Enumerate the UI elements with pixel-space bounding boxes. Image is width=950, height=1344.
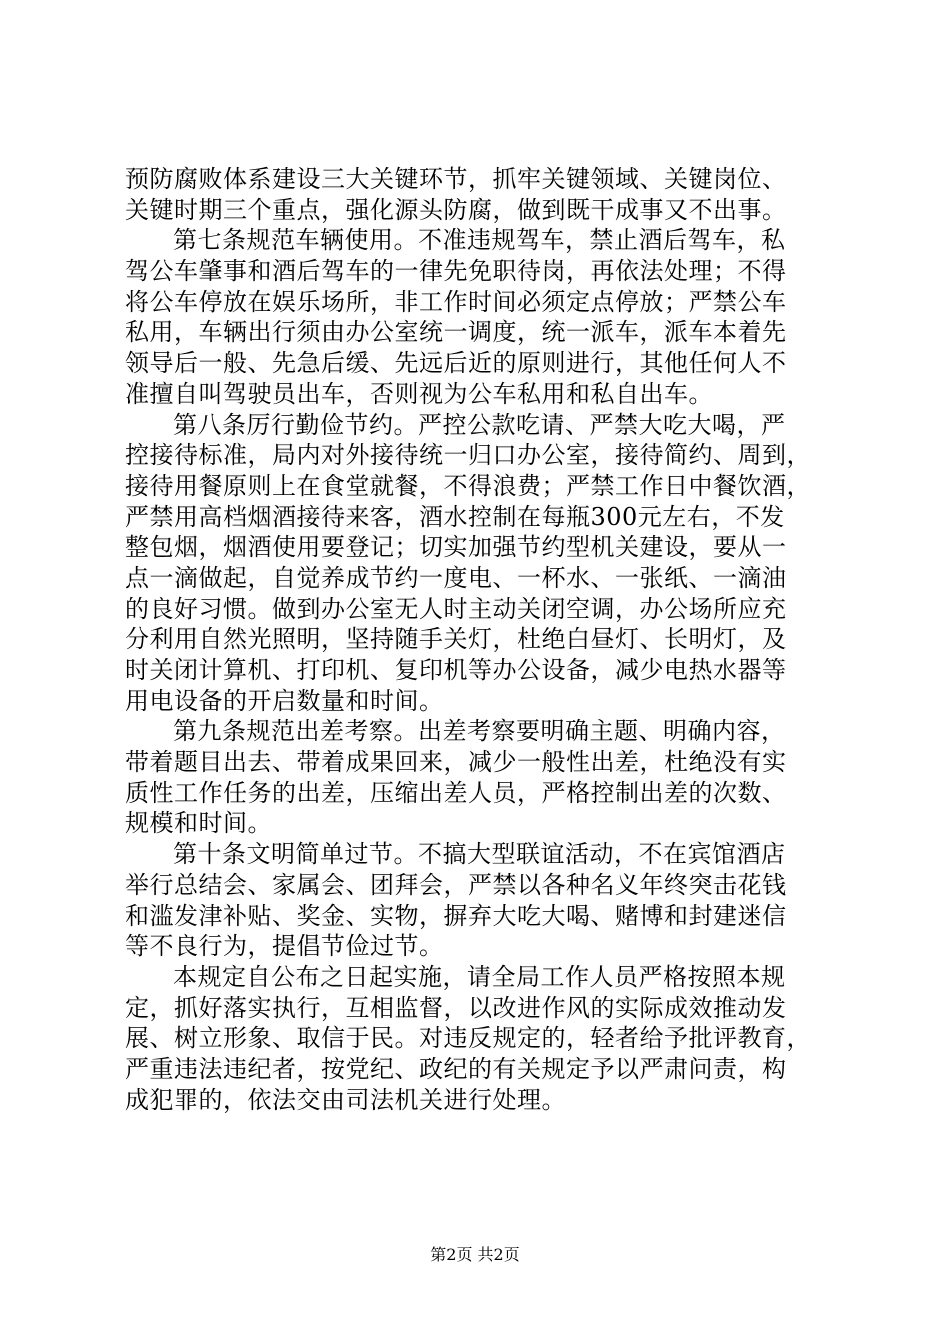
text-line: 第十条文明简单过节。不搞大型联谊活动，不在宾馆酒店 xyxy=(173,840,786,869)
text-line: 关键时期三个重点，强化源头防腐，做到既干成事又不出事。 xyxy=(125,195,787,224)
paragraph-article-7 xyxy=(125,225,835,409)
text-line: 带着题目出去、带着成果回来，减少一般性出差，杜绝没有实 xyxy=(125,748,787,777)
text-line: 私用，车辆出行须由办公室统一调度，统一派车，派车本着先 xyxy=(125,318,787,347)
text-line: 严禁用高档烟酒接待来客，酒水控制在每瓶300元左右，不发 xyxy=(125,502,785,531)
text-line: 整包烟，烟酒使用要登记；切实加强节约型机关建设，要从一 xyxy=(125,533,787,562)
text-line: 将公车停放在娱乐场所，非工作时间必须定点停放；严禁公车 xyxy=(125,287,787,316)
text-line: 准擅自叫驾驶员出车，否则视为公车私用和私自出车。 xyxy=(125,379,713,408)
text-line: 控接待标准，局内对外接待统一归口办公室，接待简约、周到， xyxy=(125,441,811,470)
text-line: 用电设备的开启数量和时间。 xyxy=(125,686,444,715)
text-line: 预防腐败体系建设三大关键环节，抓牢关键领域、关键岗位、 xyxy=(125,165,787,193)
page-number-footer: 第2页 共2页 xyxy=(430,1245,520,1264)
paragraph-article-9 xyxy=(125,716,835,839)
text-line: 质性工作任务的出差，压缩出差人员，严格控制出差的次数、 xyxy=(125,778,787,807)
text-line: 和滥发津补贴、奖金、实物，摒弃大吃大喝、赌博和封建迷信 xyxy=(125,901,787,930)
paragraph-article-10 xyxy=(125,839,835,962)
text-line: 本规定自公布之日起实施，请全局工作人员严格按照本规 xyxy=(173,962,786,991)
document-body xyxy=(125,164,835,1115)
text-line: 举行总结会、家属会、团拜会，严禁以各种名义年终突击花钱 xyxy=(125,870,787,899)
text-line: 第九条规范出差考察。出差考察要明确主题、明确内容， xyxy=(173,717,786,746)
text-line: 的良好习惯。做到办公室无人时主动关闭空调，办公场所应充 xyxy=(125,594,787,623)
text-line: 分利用自然光照明，坚持随手关灯，杜绝白昼灯、长明灯，及 xyxy=(125,625,787,654)
text-line: 成犯罪的，依法交由司法机关进行处理。 xyxy=(125,1085,566,1114)
paragraph-article-8 xyxy=(125,410,835,717)
text-line: 接待用餐原则上在食堂就餐，不得浪费；严禁工作日中餐饮酒， xyxy=(125,471,811,500)
text-line: 第七条规范车辆使用。不准违规驾车，禁止酒后驾车，私 xyxy=(173,226,786,255)
text-line: 时关闭计算机、打印机、复印机等办公设备，减少电热水器等 xyxy=(125,656,787,684)
text-line: 领导后一般、先急后缓、先远后近的原则进行，其他任何人不 xyxy=(125,349,787,378)
text-line: 展、树立形象、取信于民。对违反规定的，轻者给予批评教育， xyxy=(125,1024,811,1053)
paragraph-continuation xyxy=(125,164,835,225)
text-line: 严重违法违纪者，按党纪、政纪的有关规定予以严肃问责，构 xyxy=(125,1054,787,1083)
text-line: 第八条厉行勤俭节约。严控公款吃请、严禁大吃大喝，严 xyxy=(173,410,786,439)
text-line: 驾公车肇事和酒后驾车的一律先免职待岗，再依法处理；不得 xyxy=(125,257,787,286)
text-line: 规模和时间。 xyxy=(125,809,272,838)
text-line: 等不良行为，提倡节俭过节。 xyxy=(125,932,444,961)
text-line: 定，抓好落实执行，互相监督，以改进作风的实际成效推动发 xyxy=(125,993,787,1022)
text-line: 点一滴做起，自觉养成节约一度电、一杯水、一张纸、一滴油 xyxy=(125,563,787,592)
paragraph-closing xyxy=(125,962,835,1115)
